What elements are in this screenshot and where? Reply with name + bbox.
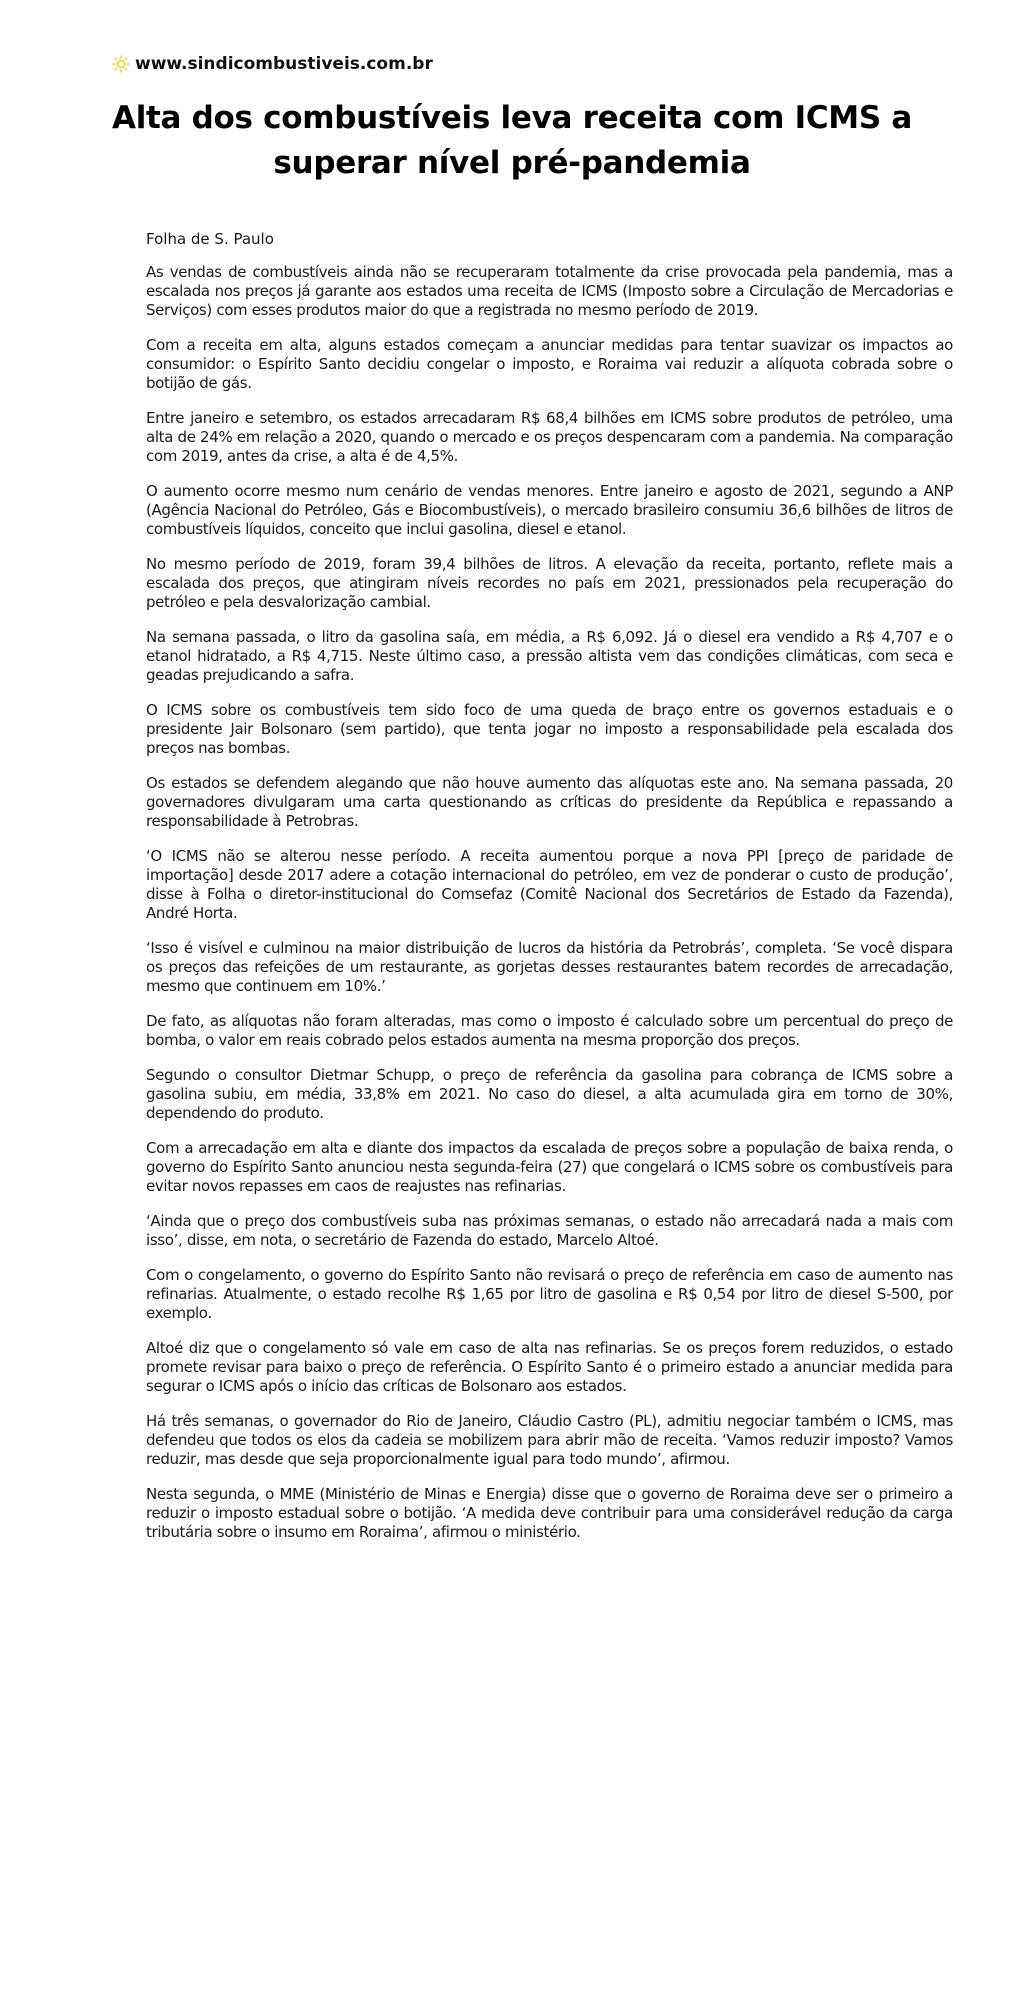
article-title: Alta dos combustíveis leva receita com ICMS a superar nível pré-pandemia bbox=[112, 100, 912, 181]
article-paragraph: O ICMS sobre os combustíveis tem sido foco de uma queda de braço entre os governos estaduais e o presidente Jair Bolsonaro (sem partido), que tenta jogar no imposto a responsabilidade pela escalada dos preços nas bombas. bbox=[146, 701, 953, 757]
article-paragraph: O aumento ocorre mesmo num cenário de vendas menores. Entre janeiro e agosto de 2021, segundo a ANP (Agência Nacional do Petróleo, Gás e Biocombustíveis), o mercado brasileiro consumiu 36,6 bilhões de litros de combustíveis líquidos, conceito que inclui gasolina, diesel e etanol. bbox=[146, 482, 953, 538]
article-paragraph: Entre janeiro e setembro, os estados arrecadaram R$ 68,4 bilhões em ICMS sobre produtos de petróleo, uma alta de 24% em relação a 2020, quando o mercado e os preços despencaram com a pandemia. Na comparação com 2019, antes da crise, a alta é de 4,5%. bbox=[146, 409, 953, 465]
article-paragraph: Na semana passada, o litro da gasolina saía, em média, a R$ 6,092. Já o diesel era vendido a R$ 4,707 e o etanol hidratado, a R$ 4,715. Neste último caso, a pressão altista vem das condições climáticas, com seca e geadas prejudicando a safra. bbox=[146, 628, 953, 684]
article-paragraph: Nesta segunda, o MME (Ministério de Minas e Energia) disse que o governo de Roraima deve ser o primeiro a reduzir o imposto estadual sobre o botijão. ‘A medida deve contribuir para uma considerável redução da carga tributária sobre o insumo em Roraima’, afirmou o ministério. bbox=[146, 1485, 953, 1541]
site-url[interactable]: www.sindicombustiveis.com.br bbox=[135, 54, 433, 74]
article-source: Folha de S. Paulo bbox=[146, 230, 274, 248]
article-paragraph: As vendas de combustíveis ainda não se recuperaram totalmente da crise provocada pela pandemia, mas a escalada nos preços já garante aos estados uma receita de ICMS (Imposto sobre a Circulação de Mercadorias e Serviços) com esses produtos maior do que a registrada no mesmo período de 2019. bbox=[146, 263, 953, 319]
article-paragraph: De fato, as alíquotas não foram alteradas, mas como o imposto é calculado sobre um percentual do preço de bomba, o valor em reais cobrado pelos estados aumenta na mesma proporção dos preços. bbox=[146, 1012, 953, 1049]
article-paragraph: Com o congelamento, o governo do Espírito Santo não revisará o preço de referência em caso de aumento nas refinarias. Atualmente, o estado recolhe R$ 1,65 por litro de gasolina e R$ 0,54 por litro de diesel S-500, por exemplo. bbox=[146, 1266, 953, 1322]
article-paragraph: Com a receita em alta, alguns estados começam a anunciar medidas para tentar suavizar os impactos ao consumidor: o Espírito Santo decidiu congelar o imposto, e Roraima vai reduzir a alíquota cobrada sobre o botijão de gás. bbox=[146, 336, 953, 392]
article-paragraph: Há três semanas, o governador do Rio de Janeiro, Cláudio Castro (PL), admitiu negociar também o ICMS, mas defendeu que todos os elos da cadeia se mobilizem para abrir mão de receita. ‘Vamos reduzir imposto? Vamos reduzir, mas desde que seja proporcionalmente igual para todo mundo’, afirmou. bbox=[146, 1412, 953, 1468]
article-paragraph: No mesmo período de 2019, foram 39,4 bilhões de litros. A elevação da receita, portanto, reflete mais a escalada dos preços, que atingiram níveis recordes no país em 2021, pressionados pela recuperação do petróleo e pela desvalorização cambial. bbox=[146, 555, 953, 611]
article-body bbox=[146, 230, 953, 1558]
article-paragraph: ‘Ainda que o preço dos combustíveis suba nas próximas semanas, o estado não arrecadará nada a mais com isso’, disse, em nota, o secretário de Fazenda do estado, Marcelo Altoé. bbox=[146, 1212, 953, 1249]
article-paragraph: ‘Isso é visível e culminou na maior distribuição de lucros da história da Petrobrás’, completa. ‘Se você dispara os preços das refeições de um restaurante, as gorjetas desses restaurantes batem recordes de arrecadação, mesmo que continuem em 10%.’ bbox=[146, 939, 953, 995]
site-header bbox=[112, 52, 433, 76]
article-paragraph: Com a arrecadação em alta e diante dos impactos da escalada de preços sobre a população de baixa renda, o governo do Espírito Santo anunciou nesta segunda-feira (27) que congelará o ICMS sobre os combustíveis para evitar novos repasses em caos de reajustes nas refinarias. bbox=[146, 1139, 953, 1195]
article-paragraph: Altoé diz que o congelamento só vale em caso de alta nas refinarias. Se os preços forem reduzidos, o estado promete revisar para baixo o preço de referência. O Espírito Santo é o primeiro estado a anunciar medida para segurar o ICMS após o início das críticas de Bolsonaro aos estados. bbox=[146, 1339, 953, 1395]
article-paragraph: Segundo o consultor Dietmar Schupp, o preço de referência da gasolina para cobrança de ICMS sobre a gasolina subiu, em média, 33,8% em 2021. No caso do diesel, a alta acumulada gira em torno de 30%, dependendo do produto. bbox=[146, 1066, 953, 1122]
article-paragraph: Os estados se defendem alegando que não houve aumento das alíquotas este ano. Na semana passada, 20 governadores divulgaram uma carta questionando as críticas do presidente da República e repassando a responsabilidade à Petrobras. bbox=[146, 774, 953, 830]
sun-icon bbox=[112, 55, 130, 73]
article-paragraph: ‘O ICMS não se alterou nesse período. A receita aumentou porque a nova PPI [preço de paridade de importação] desde 2017 adere a cotação internacional do petróleo, em vez de ponderar o custo de produção’, disse à Folha o diretor-institucional do Comsefaz (Comitê Nacional dos Secretários de Estado da Fazenda), André Horta. bbox=[146, 847, 953, 922]
